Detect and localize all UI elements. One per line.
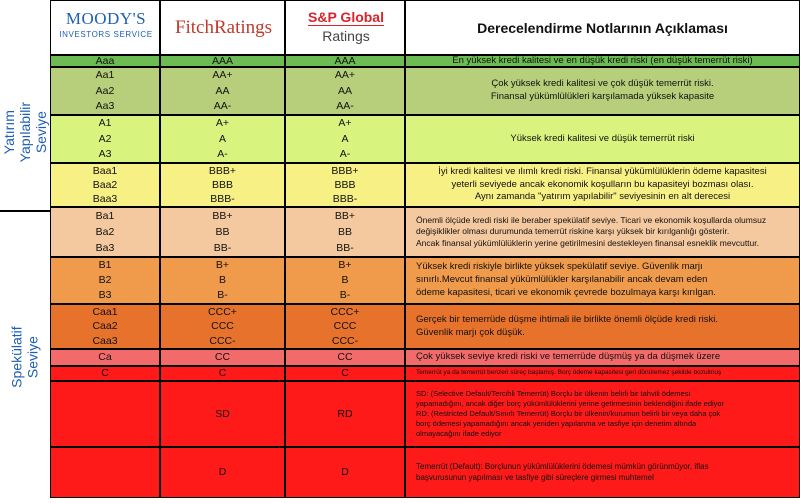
moodys-logo-cell xyxy=(50,0,160,55)
moodys-logo-top: MOODY'S xyxy=(65,9,147,28)
sp-rating-cell xyxy=(285,381,405,447)
fitch-rating-value: SD xyxy=(215,407,230,420)
moodys-rating-value: Aaa xyxy=(95,55,115,67)
moodys-rating-cell xyxy=(50,163,160,207)
rating-description-cell xyxy=(405,366,800,381)
fitch-rating-value: CCC xyxy=(211,320,234,333)
speculative-grade-label-area xyxy=(0,211,50,503)
rating-description-cell xyxy=(405,67,800,115)
fitch-rating-value: BBB- xyxy=(210,192,235,205)
rating-description-cell xyxy=(405,115,800,163)
fitch-rating-value: A- xyxy=(217,148,228,161)
moodys-rating-value: A2 xyxy=(98,132,112,145)
moodys-rating-value: Aa3 xyxy=(95,100,115,113)
sp-rating-cell xyxy=(285,67,405,115)
fitch-rating-cell xyxy=(160,304,285,349)
rating-description: Yüksek kredi riskiyle birlikte yüksek spekülatif seviye. Güvenlik marjı sınırlı.Mevcut finansal yükümlülükler karşılanabilir ancak devam eden ödeme kapasitesi, ticari ve ekonomik çevrede bozulmaya karşı kırılgan. xyxy=(416,261,716,298)
moodys-rating-cell xyxy=(50,115,160,163)
sp-rating-value: RD xyxy=(337,407,353,420)
moodys-rating-cell xyxy=(50,67,160,115)
sp-logo-top: S&P Global xyxy=(308,9,384,25)
rating-description-cell xyxy=(405,207,800,257)
sp-rating-cell xyxy=(285,257,405,304)
sp-rating-value: A- xyxy=(339,148,351,161)
sp-rating-value: BBB+ xyxy=(331,164,359,177)
moodys-rating-cell xyxy=(50,257,160,304)
rating-description-cell xyxy=(405,381,800,447)
rating-description: Gerçek bir temerrüde düşme ihtimali ile birlikte önemli ölçüde kredi riski. Güvenlik marjı çok düşük. xyxy=(416,313,718,338)
fitch-rating-value: BB+ xyxy=(212,209,233,222)
fitch-rating-value: BBB xyxy=(211,178,233,191)
moodys-rating-value: Baa3 xyxy=(92,192,118,205)
fitch-rating-cell xyxy=(160,257,285,304)
rating-description: En yüksek kredi kalitesi ve en düşük kredi riski (en düşük temerrüt riski) xyxy=(452,55,753,66)
rating-description-cell xyxy=(405,447,800,498)
sp-logo xyxy=(286,9,406,44)
fitch-rating-value: CC xyxy=(214,351,231,364)
fitch-rating-value: AA- xyxy=(213,100,232,113)
fitch-logo: FitchRatings xyxy=(174,17,273,38)
sp-rating-cell xyxy=(285,447,405,498)
moodys-rating-cell xyxy=(50,381,160,447)
rating-description-cell xyxy=(405,304,800,349)
sp-rating-cell xyxy=(285,55,405,67)
sp-rating-cell xyxy=(285,304,405,349)
sp-rating-value: AAA xyxy=(334,55,356,67)
moodys-rating-value: A3 xyxy=(98,148,112,161)
sp-logo-bottom: Ratings xyxy=(322,28,370,44)
fitch-rating-cell xyxy=(160,381,285,447)
fitch-rating-value: A+ xyxy=(215,117,230,130)
fitch-rating-cell xyxy=(160,115,285,163)
moodys-rating-value: Baa2 xyxy=(92,178,118,191)
fitch-rating-cell xyxy=(160,349,285,366)
sp-rating-value: D xyxy=(341,466,349,479)
sp-rating-value: BB+ xyxy=(334,209,356,222)
sp-rating-value: B xyxy=(341,274,349,287)
fitch-rating-value: B+ xyxy=(215,259,230,272)
rating-description: SD: (Selective Default/Tercihli Temerrüt) Borçlu bir ülkenin belirli bir tahvili ödemesi yapamadığını, ancak diğer borç yükümlülüklerini yerine getirmesinin beklendiğini ifade ediyor RD: (Restricted Default/Sınırlı Temerrüt) Borçlu bir ülkenin/kurumun belirli bir veya daha çok borç ödemesi yapamadığını ancak yeniden yapılanma ve tasfiye için denetim altında olmayacağını ifade ediyor xyxy=(416,388,725,439)
rating-description-cell xyxy=(405,163,800,207)
moodys-rating-value: B2 xyxy=(98,274,112,287)
fitch-rating-value: AA xyxy=(215,84,230,97)
fitch-rating-value: CCC- xyxy=(209,334,236,347)
speculative-grade-label: Spekülatif Seviye xyxy=(8,326,42,388)
header-title-cell xyxy=(405,0,800,55)
ratings-grid xyxy=(50,0,800,503)
fitch-rating-value: CCC+ xyxy=(208,305,237,318)
moodys-rating-value: Caa3 xyxy=(92,334,118,347)
fitch-rating-cell xyxy=(160,163,285,207)
sp-rating-value: CCC+ xyxy=(330,305,360,318)
sp-rating-value: AA+ xyxy=(334,69,356,82)
moodys-rating-value: Caa1 xyxy=(92,305,118,318)
sp-rating-cell xyxy=(285,349,405,366)
sp-rating-value: B+ xyxy=(338,259,352,272)
moodys-rating-value: Aa1 xyxy=(95,69,115,82)
moodys-rating-value: Caa2 xyxy=(92,320,118,333)
rating-description: Çok yüksek seviye kredi riski ve temerrüde düşmüş ya da düşmek üzere xyxy=(416,351,721,363)
moodys-rating-value: B1 xyxy=(98,259,112,272)
fitch-rating-cell xyxy=(160,447,285,498)
moodys-rating-cell xyxy=(50,366,160,381)
fitch-logo-cell xyxy=(160,0,285,55)
fitch-rating-cell xyxy=(160,207,285,257)
sp-rating-value: BBB xyxy=(334,178,356,191)
fitch-rating-value: A xyxy=(218,132,226,145)
sp-rating-value: B- xyxy=(339,289,351,302)
sp-rating-value: AA- xyxy=(336,100,354,113)
rating-description-cell xyxy=(405,257,800,304)
sp-rating-cell xyxy=(285,115,405,163)
moodys-rating-value: Ca xyxy=(98,351,112,364)
moodys-rating-value: B3 xyxy=(98,289,112,302)
moodys-rating-cell xyxy=(50,304,160,349)
rating-description: Temerrüt (Default): Borçlunun yükümlülüklerini ödemesi mümkün görünmüyor, iflas başvurusunun yapılması ve tasfiye gibi süreçlere girmesi muhtemel xyxy=(416,461,709,482)
header-title: Derecelendirme Notlarının Açıklaması xyxy=(477,19,728,36)
moodys-rating-value: A1 xyxy=(98,117,112,130)
fitch-rating-value: BBB+ xyxy=(208,164,237,177)
moodys-rating-value: Ba3 xyxy=(95,241,115,254)
rating-description: Temerrüt ya da temerrüt benzeri süreç başlamış. Borç ödeme kapasitesi geri dönülemez şekilde bozulmuş xyxy=(416,369,722,377)
moodys-logo-bottom: INVESTORS SERVICE xyxy=(59,30,153,39)
moodys-rating-value: Ba1 xyxy=(95,209,115,222)
sp-rating-value: CCC xyxy=(333,320,357,333)
moodys-rating-value: C xyxy=(101,367,109,380)
rating-description: İyi kredi kalitesi ve ılımlı kredi riski. Finansal yükümlülüklerin ödeme kapasitesi yeterli seviyede ancak ekonomik koşulların bu kapasiteyi bozması olası. Aynı zamanda "yatırım yapılabilir" seviyesinin en alt derecesi xyxy=(438,165,767,203)
rating-description-cell xyxy=(405,349,800,366)
investment-grade-label: Yatırım Yapılabilir Seviye xyxy=(0,102,50,163)
fitch-rating-value: AA+ xyxy=(212,69,233,82)
sp-rating-value: AA xyxy=(337,84,352,97)
moodys-logo xyxy=(51,9,161,39)
moodys-rating-value: Baa1 xyxy=(92,164,118,177)
sp-rating-value: BBB- xyxy=(332,192,358,205)
investment-grade-label-area xyxy=(0,55,50,210)
sp-rating-value: CCC- xyxy=(331,334,359,347)
sp-rating-value: A+ xyxy=(338,117,352,130)
sp-rating-value: BB- xyxy=(336,241,354,254)
moodys-rating-cell xyxy=(50,447,160,498)
fitch-rating-value: BB- xyxy=(213,241,232,254)
fitch-rating-value: AAA xyxy=(211,55,233,67)
sp-logo-cell xyxy=(285,0,405,55)
moodys-rating-cell xyxy=(50,207,160,257)
rating-description: Yüksek kredi kalitesi ve düşük temerrüt riski xyxy=(510,132,695,144)
sp-rating-value: A xyxy=(341,132,349,145)
fitch-rating-value: D xyxy=(218,466,227,479)
moodys-rating-value: Aa2 xyxy=(95,84,115,97)
sp-rating-cell xyxy=(285,163,405,207)
sp-rating-cell xyxy=(285,207,405,257)
fitch-rating-value: B xyxy=(218,274,226,287)
moodys-rating-cell xyxy=(50,55,160,67)
moodys-rating-value: Ba2 xyxy=(95,225,115,238)
sp-rating-value: BB xyxy=(337,225,352,238)
fitch-rating-value: C xyxy=(218,367,227,380)
rating-description: Önemli ölçüde kredi riski ile beraber spekülatif seviye. Ticari ve ekonomik koşullarda olumsuz değişiklikler olması durumunda temerrüt riskine karşı yüksek bir kırılganlığı gösterir. Ancak finansal yükümlülüklerin yerine getirilmesini destekleyen finansal esneklik mevcuttur. xyxy=(416,214,767,248)
sp-rating-value: CC xyxy=(337,351,353,364)
fitch-rating-cell xyxy=(160,67,285,115)
fitch-rating-value: BB xyxy=(215,225,230,238)
fitch-rating-cell xyxy=(160,55,285,67)
fitch-rating-cell xyxy=(160,366,285,381)
sp-rating-cell xyxy=(285,366,405,381)
fitch-rating-value: B- xyxy=(217,289,228,302)
rating-description: Çok yüksek kredi kalitesi ve çok düşük temerrüt riski. Finansal yükümlülükleri karşılamada yüksek kapasite xyxy=(490,78,715,102)
rating-description-cell xyxy=(405,55,800,67)
moodys-rating-cell xyxy=(50,349,160,366)
sp-rating-value: C xyxy=(341,367,349,380)
